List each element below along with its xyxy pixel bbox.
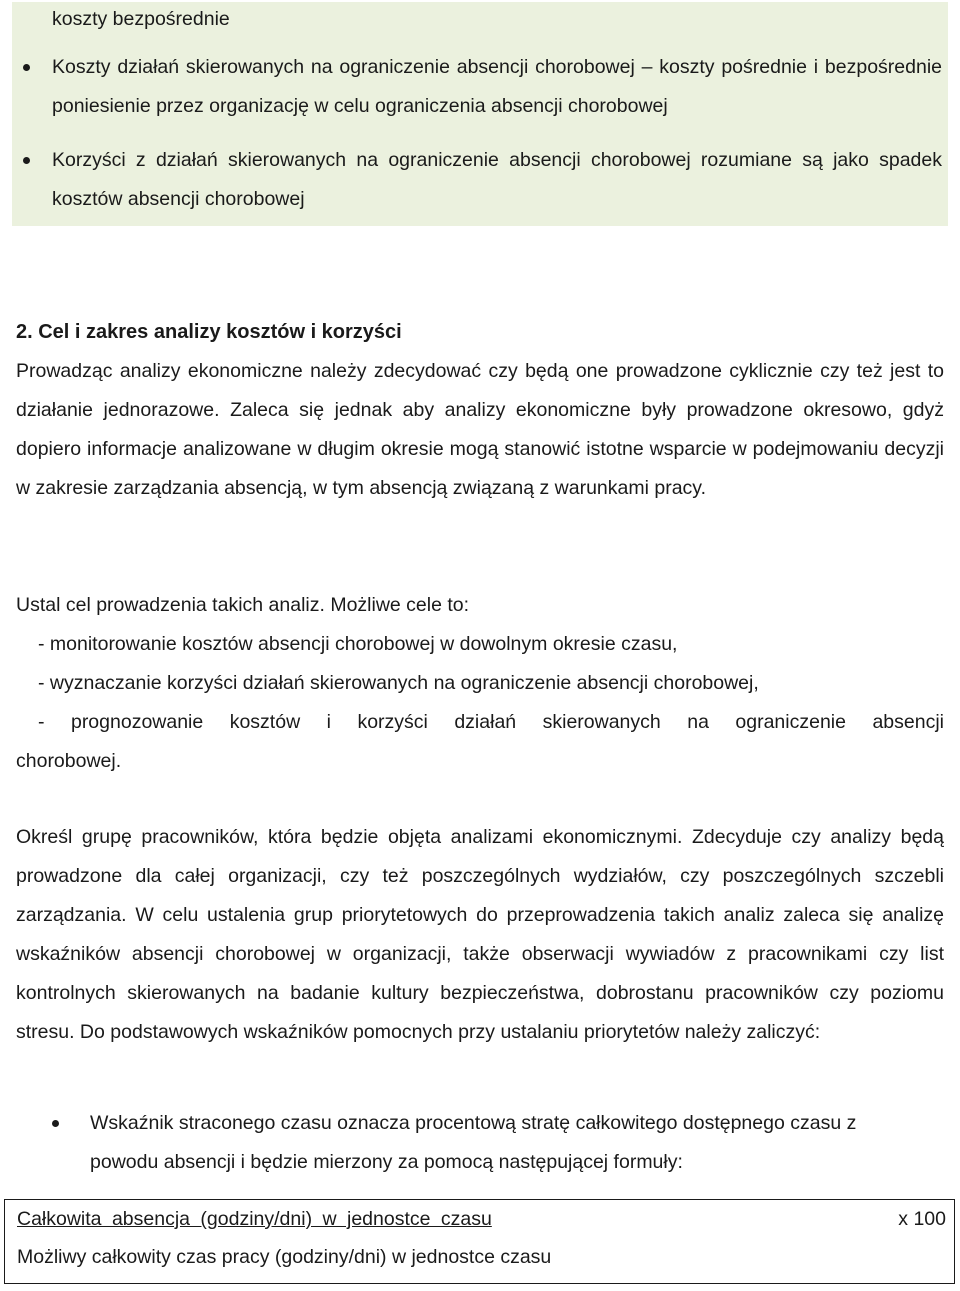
formula-numerator: Całkowita absencja (godziny/dni) w jednostce czasu (17, 1208, 492, 1230)
goal-item: - monitorowanie kosztów absencji chorobowej w dowolnym okresie czasu, (38, 633, 678, 655)
section-heading: 2. Cel i zakres analizy kosztów i korzyści (16, 321, 402, 343)
bullet-icon (52, 1120, 59, 1127)
summary-box (12, 2, 948, 226)
paragraph-target-group: Określ grupę pracowników, która będzie objęta analizami ekonomicznymi. Zdecyduje czy analizy będą prowadzone dla całej organizacji, czy też poszczególnych wydziałów, czy poszczególnych szczebli zarządzania. W celu ustalenia grup priorytetowych do przeprowadzenia takich analiz zaleca się analizę wskaźników absencji chorobowej w organizacji, także obserwacji wywiadów z pracownikami czy list kontrolnych skierowanych na badanie kultury bezpieczeństwa, dobrostanu pracowników czy poziomu stresu. Do podstawowych wskaźników pomocnych przy ustalaniu priorytetów należy zaliczyć: (16, 826, 944, 1043)
bullet-icon (23, 64, 30, 71)
formula-denominator: Możliwy całkowity czas pracy (godziny/dni) w jednostce czasu (17, 1246, 552, 1268)
summary-bullet-text: Korzyści z działań skierowanych na ograniczenie absencji chorobowej rozumiane są jako spadek kosztów absencji chorobowej (52, 149, 942, 210)
summary-bullet-text: Koszty działań skierowanych na ograniczenie absencji chorobowej – koszty pośrednie i bezpośrednie poniesienie przez organizację w celu ograniczenia absencji chorobowej (52, 56, 942, 117)
summary-bullet-item (12, 48, 948, 126)
goal-item-continuation: chorobowej. (16, 750, 122, 772)
summary-bullet-item (12, 141, 948, 219)
bullet-icon (23, 157, 30, 164)
goals-intro: Ustal cel prowadzenia takich analiz. Możliwe cele to: (16, 594, 470, 616)
indicator-text: Wskaźnik straconego czasu oznacza procentową stratę całkowitego dostępnego czasu z powodu absencji i będzie mierzony za pomocą następującej formuły: (90, 1112, 857, 1173)
summary-first-line: koszty bezpośrednie (52, 8, 230, 30)
paragraph-analysis-frequency: Prowadząc analizy ekonomiczne należy zdecydować czy będą one prowadzone cyklicznie czy też jest to działanie jednorazowe. Zaleca się jednak aby analizy ekonomiczne były prowadzone okresowo, gdyż dopiero informacje analizowane w długim okresie mogą stanowić istotne wsparcie w podejmowaniu decyzji w zakresie zarządzania absencją, w tym absencją związaną z warunkami pracy. (16, 360, 944, 499)
goal-item: - wyznaczanie korzyści działań skierowanych na ograniczenie absencji chorobowej, (38, 672, 759, 694)
goal-item: - prognozowanie kosztów i korzyści działań skierowanych na ograniczenie absencji (38, 711, 944, 733)
formula-box (4, 1199, 955, 1284)
summary-bullet-list (12, 48, 948, 234)
goals-block (16, 586, 944, 781)
indicator-list (16, 1104, 944, 1182)
formula-multiplier: x 100 (898, 1208, 946, 1230)
indicator-item (16, 1104, 944, 1182)
